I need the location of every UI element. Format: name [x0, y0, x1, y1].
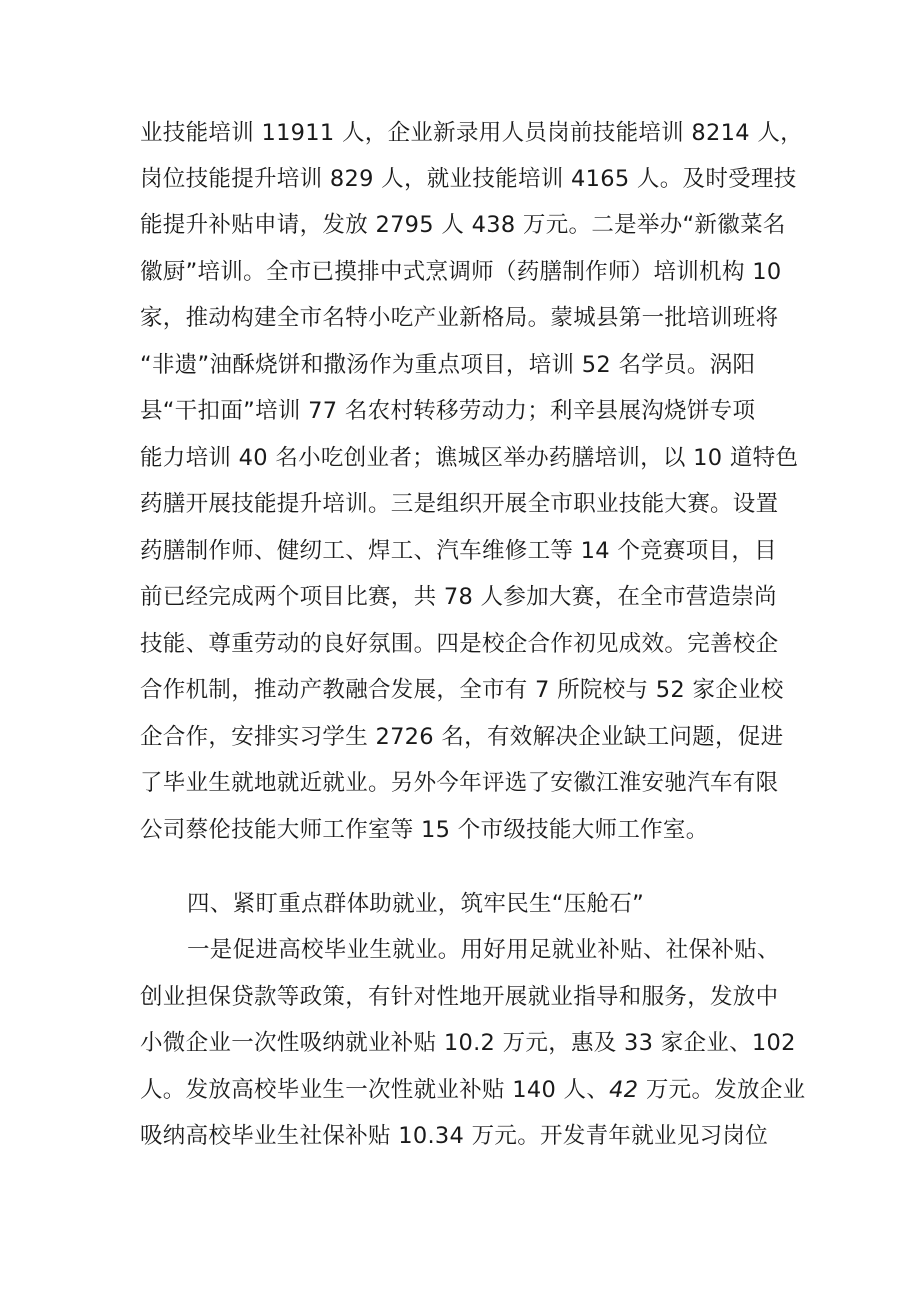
paragraph-line: 合作机制，推动产教融合发展，全市有 7 所院校与 52 家企业校: [140, 677, 784, 703]
paragraph-line: 吸纳高校毕业生社保补贴 10.34 万元。开发青年就业见习岗位: [140, 1123, 769, 1149]
paragraph-line: 徽厨”培训。全市已摸排中式烹调师（药膳制作师）培训机构 10: [140, 259, 782, 285]
paragraph-line: 业技能培训 11911 人，企业新录用人员岗前技能培训 8214 人，: [140, 120, 803, 146]
paragraph-line: 能力培训 40 名小吃创业者；谯城区举办药膳培训，以 10 道特色: [140, 445, 799, 471]
paragraph-line: 县“干扣面”培训 77 名农村转移劳动力；利辛县展沟烧饼专项: [140, 398, 756, 424]
paragraph-line: 公司蔡伦技能大师工作室等 15 个市级技能大师工作室。: [140, 817, 709, 843]
paragraph-line: 前已经完成两个项目比赛，共 78 人参加大赛，在全市营造崇尚: [140, 584, 777, 610]
paragraph-line: 小微企业一次性吸纳就业补贴 10.2 万元，惠及 33 家企业、102: [140, 1030, 796, 1056]
paragraph-line: 岗位技能提升培训 829 人，就业技能培训 4165 人。及时受理技: [140, 166, 797, 192]
subsidy-amount: 42: [609, 1077, 639, 1103]
paragraph-line: 创业担保贷款等政策，有针对性地开展就业指导和服务，发放中: [140, 984, 779, 1010]
paragraph-line: “非遗”油酥烧饼和撒汤作为重点项目，培训 52 名学员。涡阳: [140, 352, 756, 378]
paragraph-line: 一是促进高校毕业生就业。用好用足就业补贴、社保补贴、: [187, 937, 780, 963]
line-text-start: 人。发放高校毕业生一次性就业补贴 140 人、: [140, 1077, 610, 1103]
paragraph-line: 药膳制作师、健纫工、焊工、汽车维修工等 14 个竞赛项目，目: [140, 538, 777, 564]
paragraph-line: 能提升补贴申请，发放 2795 人 438 万元。二是举办“新徽菜名: [140, 212, 786, 238]
paragraph-line: [140, 1075, 805, 1105]
paragraph-line: 企合作，安排实习学生 2726 名，有效解决企业缺工问题，促进: [140, 724, 784, 750]
paragraph-line: 家，推动构建全市名特小吃产业新格局。蒙城县第一批培训班将: [140, 305, 779, 331]
section-heading: 四、紧盯重点群体助就业，筑牢民生“压舱石”: [187, 891, 645, 917]
paragraph-line: 了毕业生就地就近就业。另外今年评选了安徽江淮安驰汽车有限: [140, 770, 779, 796]
paragraph-line: 技能、尊重劳动的良好氛围。四是校企合作初见成效。完善校企: [140, 631, 779, 657]
paragraph-line: 药膳开展技能提升培训。三是组织开展全市职业技能大赛。设置: [140, 491, 779, 517]
line-text-end: 万元。发放企业: [638, 1077, 806, 1103]
